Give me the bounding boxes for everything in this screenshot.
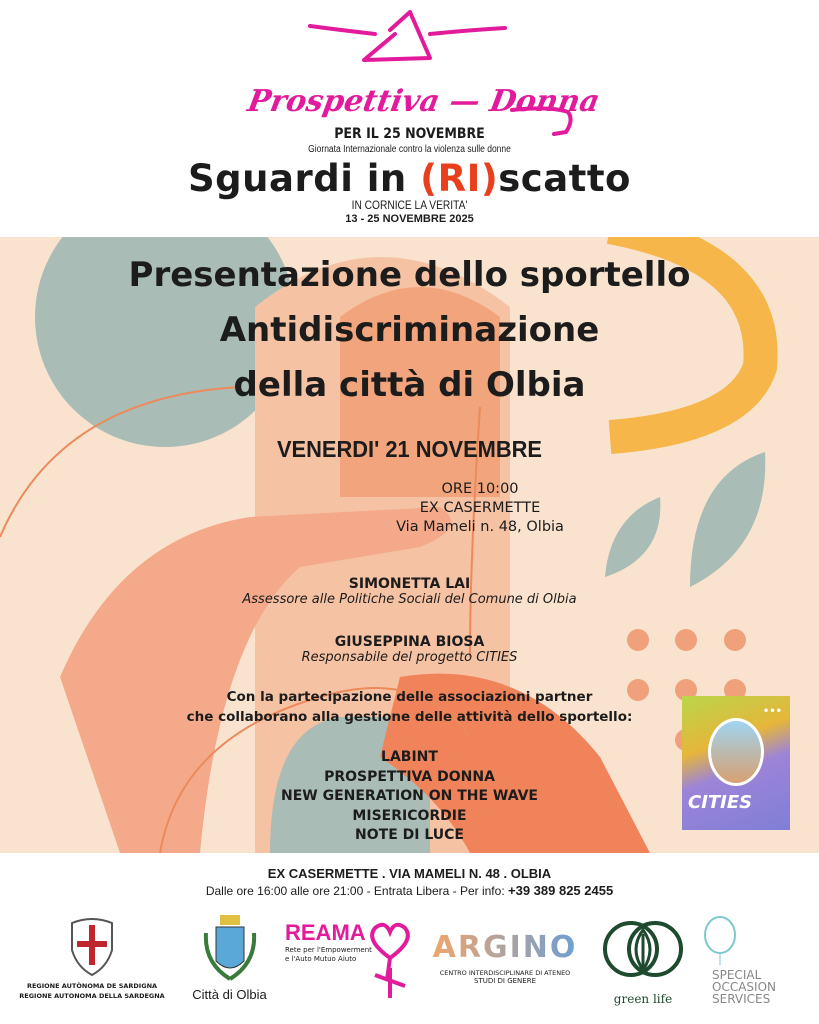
footer-address: EX CASERMETTE . VIA MAMELI N. 48 . OLBIA — [267, 866, 552, 881]
cities-badge: ••• CITIES — [682, 696, 790, 830]
partner-item: LABINT — [381, 749, 438, 765]
main-title: Sguardi in (RI)scatto — [188, 157, 631, 200]
heart-star-icon — [365, 920, 415, 1000]
speaker: SIMONETTA LAI Assessore alle Politiche Sociali del Comune di Olbia — [242, 576, 577, 607]
tagline: IN CORNICE LA VERITA' — [351, 198, 468, 212]
leaf-circles-icon — [601, 918, 685, 980]
subtitle-date: PER IL 25 NOVEMBRE — [334, 126, 485, 142]
logo-regione-sardegna: REGIONE AUTÒNOMA DE SARDIGNA REGIONE AUTONOMA DELLA SARDEGNA — [12, 915, 172, 1001]
partner-item: MISERICORDIE — [352, 807, 467, 824]
logo-argino: ARGINO CENTRO INTERDISCIPLINARE DI ATENEO STUDI DI GENERE — [430, 930, 580, 985]
festival-dates: 13 - 25 NOVEMBRE 2025 — [345, 213, 474, 225]
logo-reama: REAMA Rete per l'Empowerment e l'Auto Mutuo Aiuto — [285, 920, 415, 964]
subtitle-day: Giornata Internazionale contro la violenza sulle donne — [308, 144, 511, 155]
event-date: VENERDI' 21 NOVEMBRE — [276, 436, 543, 462]
partner-item: NEW GENERATION ON THE WAVE — [280, 788, 538, 804]
sardinia-coat-of-arms-icon — [67, 915, 117, 977]
logo-green-life: green life — [598, 918, 688, 1006]
olbia-coat-of-arms-icon — [200, 913, 260, 983]
balloon-icon — [700, 915, 740, 965]
partners-intro: Con la partecipazione delle associazioni partner che collaborano alla gestione delle attività dello sportello: — [186, 689, 633, 725]
event-title: Presentazione dello sportello Antidiscriminazione della città di Olbia — [128, 255, 691, 405]
prospettiva-donna-logo: Prospettiva — Donna — [244, 84, 603, 119]
logo-citta-di-olbia: Città di Olbia — [182, 913, 277, 1002]
logo-special-occasion-services: SPECIAL OCCASION SERVICES — [700, 915, 800, 1005]
phone-number: +39 389 825 2455 — [508, 883, 614, 898]
prospettiva-donna-emblem-icon — [300, 8, 520, 68]
footer-info: Dalle ore 16:00 alle ore 21:00 - Entrata Libera - Per info: +39 389 825 2455 — [205, 883, 614, 898]
partner-item: PROSPETTIVA DONNA — [324, 768, 495, 785]
speaker: GIUSEPPINA BIOSA Responsabile del progetto CITIES — [301, 634, 518, 665]
partner-item: NOTE DI LUCE — [355, 827, 464, 843]
event-location: ORE 10:00 EX CASERMETTE Via Mameli n. 48, Olbia — [396, 481, 564, 535]
